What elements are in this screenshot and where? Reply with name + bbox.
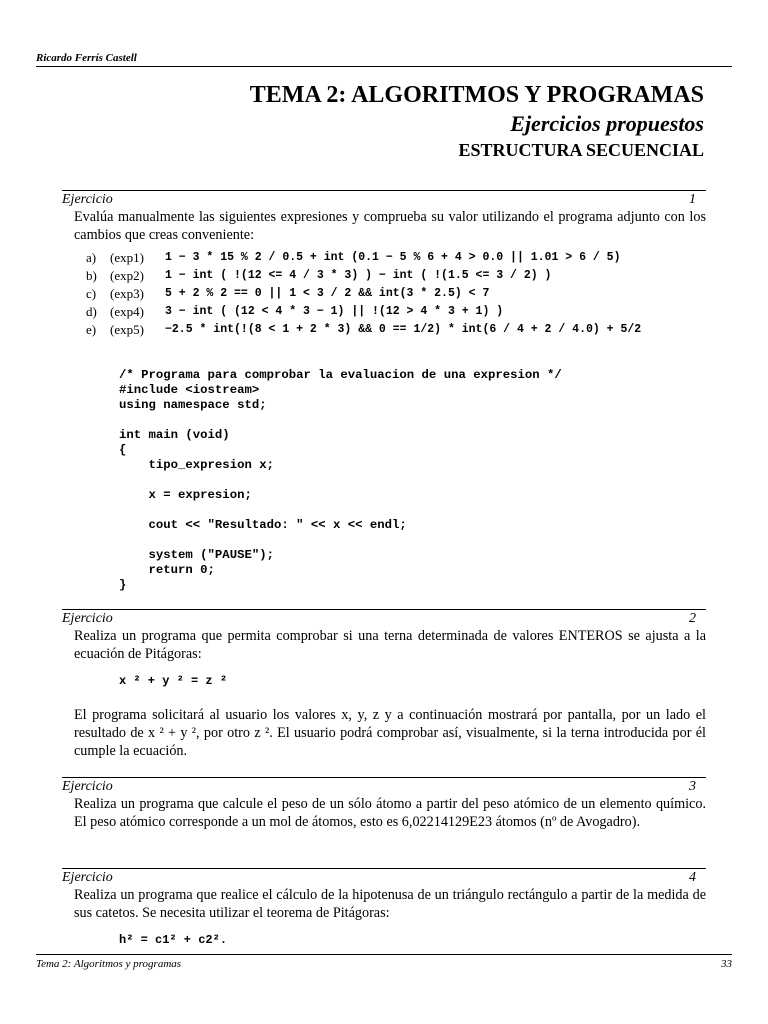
item-letter: c) xyxy=(86,286,97,301)
exercise-label: Ejercicio xyxy=(62,870,113,885)
exercise-label: Ejercicio xyxy=(62,192,113,207)
item-expression: 3 − int ( (12 < 4 * 3 − 1) || !(12 > 4 * 3 + 1) ) xyxy=(165,305,504,318)
item-letter: e) xyxy=(86,322,97,337)
item-tag: (exp4) xyxy=(110,304,144,319)
code-listing: /* Programa para comprobar la evaluacion de una expresion */ #include <iostream> using namespace std; int main (void) { tipo_expresion x; x = expresion; cout << "Resultado: " << x << endl; system ("PAUSE"); return 0; } xyxy=(119,368,562,592)
item-expression: 5 + 2 % 2 == 0 || 1 < 3 / 2 && int(3 * 2.5) < 7 xyxy=(165,287,490,300)
pythagoras-formula: x ² + y ² = z ² xyxy=(119,674,228,688)
footer-rule xyxy=(36,954,732,955)
page-title: TEMA 2: ALGORITMOS Y PROGRAMAS xyxy=(249,82,704,108)
exercise-1-statement: Evalúa manualmente las siguientes expresiones y comprueba su valor utilizando el programa adjunto con los cambios que creas conveniente: xyxy=(74,209,706,243)
item-tag: (exp2) xyxy=(110,268,144,283)
exercise-1-header xyxy=(62,192,706,209)
item-expression: −2.5 * int(!(8 < 1 + 2 * 3) && 0 == 1/2) * int(6 / 4 + 2 / 4.0) + 5/2 xyxy=(165,323,642,336)
item-letter: d) xyxy=(86,304,97,319)
footer-title: Tema 2: Algoritmos y programas xyxy=(36,958,182,970)
item-expression: 1 − 3 * 15 % 2 / 0.5 + int (0.1 − 5 % 6 + 4 > 0.0 || 1.01 > 6 / 5) xyxy=(165,251,621,264)
page-number: 33 xyxy=(721,958,732,970)
exercise-2-rule xyxy=(62,609,706,610)
item-letter: a) xyxy=(86,250,97,265)
item-tag: (exp3) xyxy=(110,286,144,301)
exercise-2-header xyxy=(62,611,706,628)
exercise-label: Ejercicio xyxy=(62,779,113,794)
page-subtitle: Ejercicios propuestos xyxy=(510,111,704,136)
exercise-number: 1 xyxy=(689,192,696,207)
exercise-number: 4 xyxy=(689,870,696,885)
author-name: Ricardo Ferrís Castell xyxy=(36,52,137,64)
item-tag: (exp5) xyxy=(110,322,144,337)
item-letter: b) xyxy=(86,268,97,283)
exercise-3-statement: Realiza un programa que calcule el peso de un sólo átomo a partir del peso atómico de un elemento químico. El peso atómico corresponde a un mol de átomos, esto es 6,02214129E23 átomos (nº de Avogadro). xyxy=(74,796,706,830)
hypotenuse-formula: h² = c1² + c2². xyxy=(119,933,228,947)
exercise-4-statement: Realiza un programa que realice el cálculo de la hipotenusa de un triángulo rectángulo a partir de la medida de sus catetos. Se necesita utilizar el teorema de Pitágoras: xyxy=(74,887,706,921)
exercise-2-statement: Realiza un programa que permita comprobar si una terna determinada de valores ENTEROS se ajusta a la ecuación de Pitágoras: xyxy=(74,628,706,662)
exercise-label: Ejercicio xyxy=(62,611,113,626)
exercise-2-description: El programa solicitará al usuario los valores x, y, z y a continuación mostrará por pantalla, por un lado el resultado de x ² + y ², por otro z ². El usuario podrá comprobar así, visualmente, si la terna introducida por él cumple la ecuación. xyxy=(74,707,706,759)
item-tag: (exp1) xyxy=(110,250,144,265)
item-expression: 1 − int ( !(12 <= 4 / 3 * 3) ) − int ( !(1.5 <= 3 / 2) ) xyxy=(165,269,552,282)
header-rule xyxy=(36,66,732,67)
exercise-number: 2 xyxy=(689,611,696,626)
exercise-1-rule xyxy=(62,190,706,191)
exercise-3-rule xyxy=(62,777,706,778)
exercise-3-header xyxy=(62,779,706,796)
exercise-number: 3 xyxy=(689,779,696,794)
exercise-4-rule xyxy=(62,868,706,869)
section-title: ESTRUCTURA SECUENCIAL xyxy=(458,140,704,160)
exercise-4-header xyxy=(62,870,706,887)
